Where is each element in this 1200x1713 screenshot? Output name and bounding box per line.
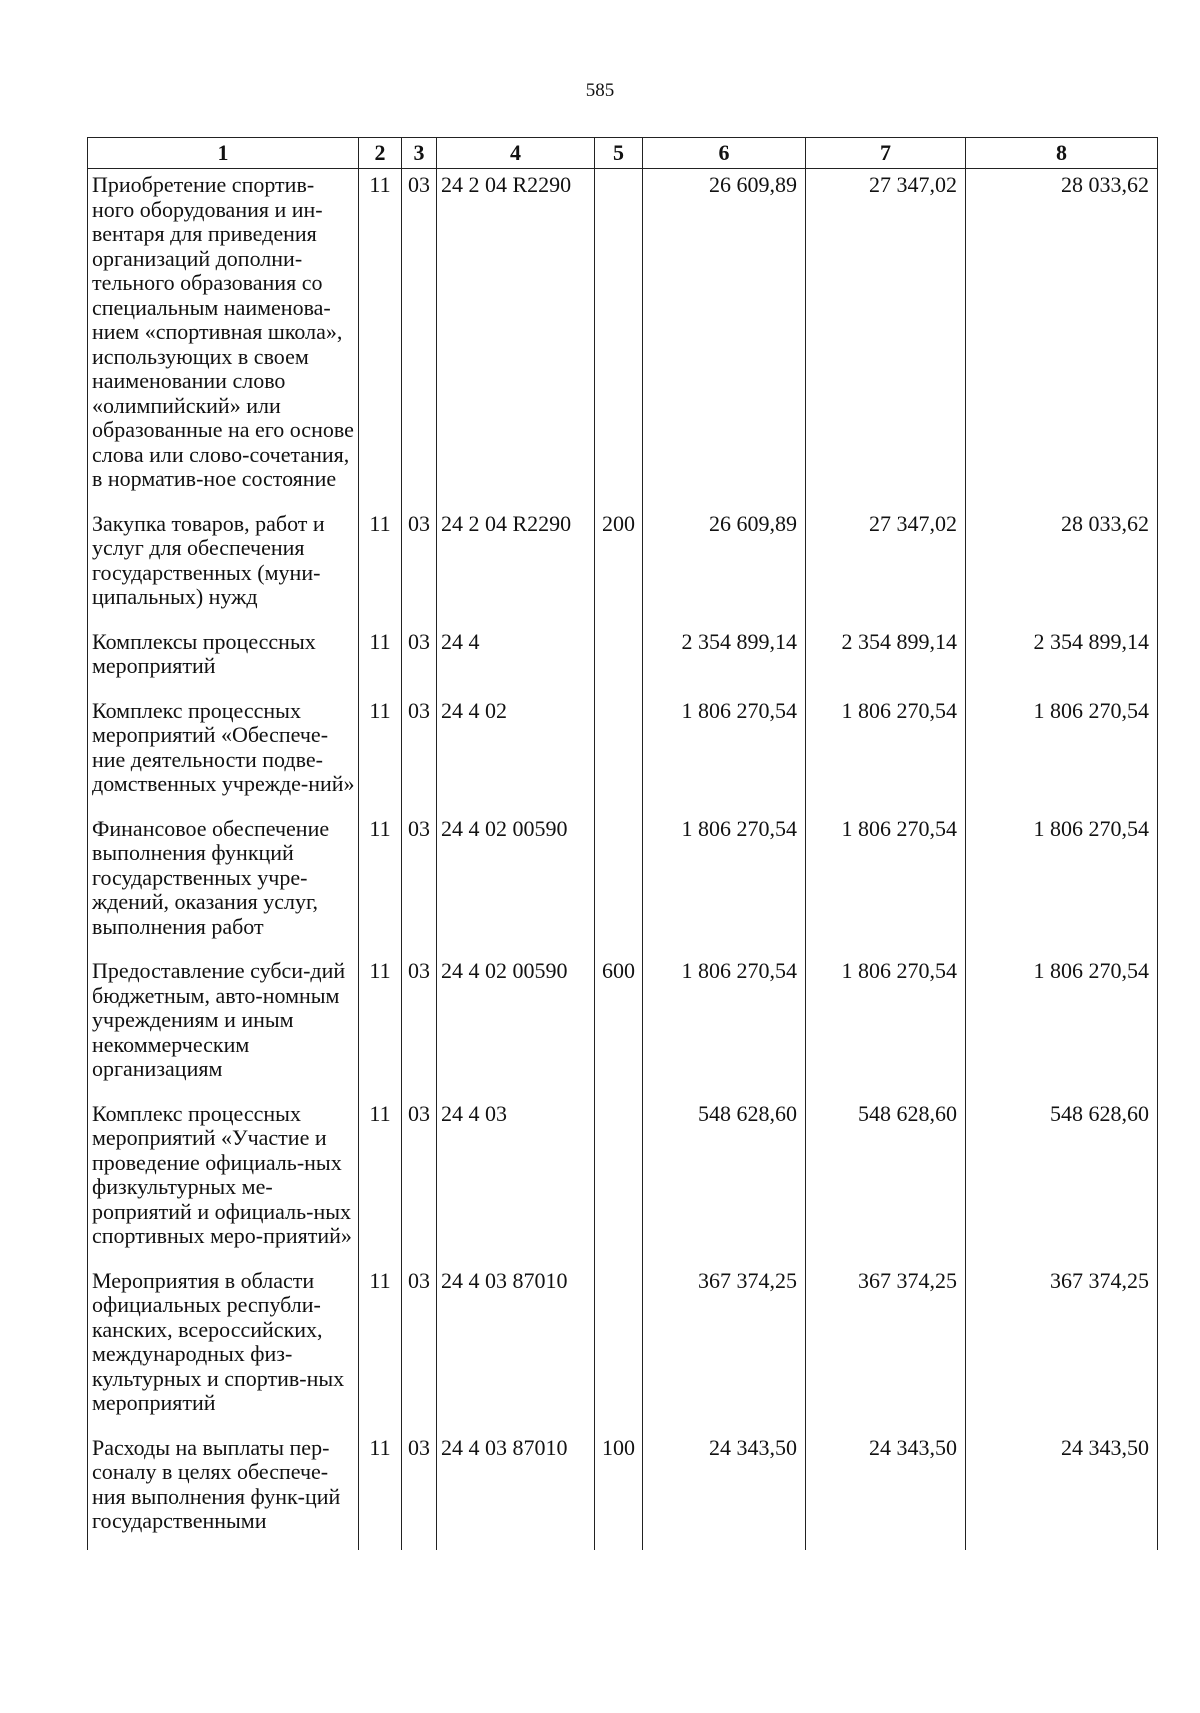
section-code: 11 (359, 695, 402, 813)
target-article-code: 24 4 03 87010 (437, 1432, 595, 1550)
amount-year-2: 367 374,25 (806, 1265, 966, 1432)
row-name: Расходы на выплаты пер-соналу в целях обеспече-ния выполнения функ-ций государственными (88, 1432, 359, 1550)
subsection-code: 03 (402, 169, 437, 508)
amount-year-1: 26 609,89 (643, 508, 806, 626)
amount-year-3: 28 033,62 (966, 508, 1158, 626)
section-code: 11 (359, 1098, 402, 1265)
table-row (88, 626, 1158, 695)
amount-year-3: 1 806 270,54 (966, 955, 1158, 1098)
amount-year-2: 1 806 270,54 (806, 813, 966, 956)
column-header: 7 (806, 138, 966, 169)
table-row (88, 695, 1158, 813)
target-article-code: 24 2 04 R2290 (437, 169, 595, 508)
table-row (88, 1265, 1158, 1432)
amount-year-1: 1 806 270,54 (643, 813, 806, 956)
subsection-code: 03 (402, 813, 437, 956)
table-row (88, 813, 1158, 956)
amount-year-1: 1 806 270,54 (643, 695, 806, 813)
target-article-code: 24 4 02 00590 (437, 955, 595, 1098)
table-row (88, 1432, 1158, 1550)
expense-type-code (595, 813, 643, 956)
table-row (88, 1098, 1158, 1265)
section-code: 11 (359, 1432, 402, 1550)
amount-year-2: 2 354 899,14 (806, 626, 966, 695)
row-name: Приобретение спортив-ного оборудования и ин-вентаря для приведения организаций дополни-тельного образования со специальным наименова-нием «спортивная школа», использующих в своем наименовании слово «олимпийский» или образованные на его основе слова или слово-сочетания, в норматив-ное состояние (88, 169, 359, 508)
subsection-code: 03 (402, 1265, 437, 1432)
column-header: 8 (966, 138, 1158, 169)
column-header: 5 (595, 138, 643, 169)
subsection-code: 03 (402, 1098, 437, 1265)
amount-year-1: 26 609,89 (643, 169, 806, 508)
target-article-code: 24 4 02 00590 (437, 813, 595, 956)
section-code: 11 (359, 169, 402, 508)
expense-type-code (595, 695, 643, 813)
table-row (88, 508, 1158, 626)
expense-type-code: 100 (595, 1432, 643, 1550)
section-code: 11 (359, 955, 402, 1098)
amount-year-3: 1 806 270,54 (966, 695, 1158, 813)
amount-year-1: 24 343,50 (643, 1432, 806, 1550)
row-name: Комплексы процессных мероприятий (88, 626, 359, 695)
expense-type-code (595, 1265, 643, 1432)
table-row (88, 169, 1158, 508)
column-header: 6 (643, 138, 806, 169)
subsection-code: 03 (402, 508, 437, 626)
expense-type-code (595, 169, 643, 508)
amount-year-2: 27 347,02 (806, 169, 966, 508)
header-row (88, 138, 1158, 169)
section-code: 11 (359, 1265, 402, 1432)
subsection-code: 03 (402, 955, 437, 1098)
section-code: 11 (359, 626, 402, 695)
row-name: Комплекс процессных мероприятий «Обеспече-ние деятельности подве-домственных учрежде-ний» (88, 695, 359, 813)
amount-year-2: 1 806 270,54 (806, 695, 966, 813)
row-name: Предоставление субси-дий бюджетным, авто-номным учреждениям и иным некоммерческим организациям (88, 955, 359, 1098)
row-name: Комплекс процессных мероприятий «Участие и проведение официаль-ных физкультурных ме-роприятий и официаль-ных спортивных меро-приятий» (88, 1098, 359, 1265)
amount-year-1: 1 806 270,54 (643, 955, 806, 1098)
amount-year-2: 1 806 270,54 (806, 955, 966, 1098)
page-number: 585 (585, 80, 615, 101)
amount-year-3: 2 354 899,14 (966, 626, 1158, 695)
amount-year-2: 27 347,02 (806, 508, 966, 626)
target-article-code: 24 4 03 (437, 1098, 595, 1265)
expense-type-code (595, 1098, 643, 1265)
column-header: 4 (437, 138, 595, 169)
row-name: Мероприятия в области официальных республи-канских, всероссийских, международных физ-культурных и спортив-ных мероприятий (88, 1265, 359, 1432)
target-article-code: 24 2 04 R2290 (437, 508, 595, 626)
expense-type-code: 200 (595, 508, 643, 626)
amount-year-2: 24 343,50 (806, 1432, 966, 1550)
amount-year-3: 548 628,60 (966, 1098, 1158, 1265)
subsection-code: 03 (402, 1432, 437, 1550)
row-name: Закупка товаров, работ и услуг для обеспечения государственных (муни-ципальных) нужд (88, 508, 359, 626)
budget-table (87, 137, 1158, 1550)
target-article-code: 24 4 (437, 626, 595, 695)
amount-year-3: 1 806 270,54 (966, 813, 1158, 956)
row-name: Финансовое обеспечение выполнения функций государственных учре-ждений, оказания услуг, выполнения работ (88, 813, 359, 956)
amount-year-1: 548 628,60 (643, 1098, 806, 1265)
target-article-code: 24 4 03 87010 (437, 1265, 595, 1432)
column-header: 1 (88, 138, 359, 169)
column-header: 3 (402, 138, 437, 169)
amount-year-1: 2 354 899,14 (643, 626, 806, 695)
amount-year-2: 548 628,60 (806, 1098, 966, 1265)
section-code: 11 (359, 508, 402, 626)
table-row (88, 955, 1158, 1098)
column-header: 2 (359, 138, 402, 169)
expense-type-code (595, 626, 643, 695)
expense-type-code: 600 (595, 955, 643, 1098)
target-article-code: 24 4 02 (437, 695, 595, 813)
subsection-code: 03 (402, 695, 437, 813)
amount-year-3: 24 343,50 (966, 1432, 1158, 1550)
amount-year-1: 367 374,25 (643, 1265, 806, 1432)
subsection-code: 03 (402, 626, 437, 695)
amount-year-3: 367 374,25 (966, 1265, 1158, 1432)
amount-year-3: 28 033,62 (966, 169, 1158, 508)
section-code: 11 (359, 813, 402, 956)
